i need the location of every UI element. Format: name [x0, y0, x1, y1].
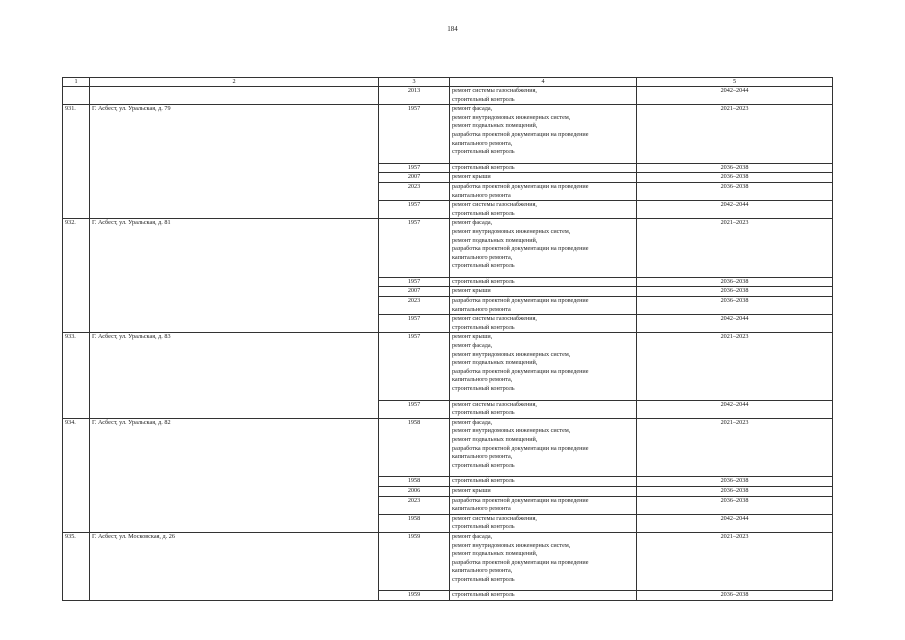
- period-cell: 2036–2038: [637, 496, 833, 514]
- work-description: ремонт системы газоснабжения, строительный контроль: [450, 201, 637, 219]
- year-cell: 1957: [379, 163, 450, 173]
- period-cell: 2042–2044: [637, 514, 833, 532]
- work-description: строительный контроль: [450, 277, 637, 287]
- year-cell: 1958: [379, 477, 450, 487]
- header-col-1: 1: [63, 78, 90, 87]
- period-cell: 2042–2044: [637, 87, 833, 105]
- year-cell: 1959: [379, 591, 450, 601]
- repair-schedule-table: [62, 77, 833, 601]
- work-description: ремонт фасада, ремонт внутридомовых инженерных систем, ремонт подвальных помещений, разработка проектной документации на проведение капитального ремонта, строительный контроль: [450, 418, 637, 477]
- work-description: ремонт системы газоснабжения, строительный контроль: [450, 514, 637, 532]
- period-cell: 2036–2038: [637, 182, 833, 200]
- year-cell: 1957: [379, 201, 450, 219]
- table-row: [63, 418, 833, 477]
- row-number: 933.: [63, 333, 90, 418]
- year-cell: 1957: [379, 333, 450, 400]
- year-cell: 1958: [379, 418, 450, 477]
- period-cell: 2036–2038: [637, 163, 833, 173]
- period-cell: 2021–2023: [637, 219, 833, 278]
- header-col-4: 4: [450, 78, 637, 87]
- period-cell: 2021–2023: [637, 532, 833, 591]
- period-cell: 2021–2023: [637, 105, 833, 164]
- year-cell: 2006: [379, 486, 450, 496]
- page-number: 184: [447, 25, 458, 33]
- work-description: строительный контроль: [450, 591, 637, 601]
- work-description: ремонт системы газоснабжения, строительный контроль: [450, 400, 637, 418]
- work-description: ремонт фасада, ремонт внутридомовых инженерных систем, ремонт подвальных помещений, разработка проектной документации на проведение капитального ремонта, строительный контроль: [450, 532, 637, 591]
- row-number: 934.: [63, 418, 90, 532]
- period-cell: 2021–2023: [637, 333, 833, 400]
- table-header-row: [63, 78, 833, 87]
- work-description: строительный контроль: [450, 163, 637, 173]
- year-cell: 1959: [379, 532, 450, 591]
- period-cell: 2036–2038: [637, 477, 833, 487]
- work-description: ремонт фасада, ремонт внутридомовых инженерных систем, ремонт подвальных помещений, разработка проектной документации на проведение капитального ремонта, строительный контроль: [450, 105, 637, 164]
- work-description: разработка проектной документации на проведение капитального ремонта: [450, 496, 637, 514]
- year-cell: 1957: [379, 400, 450, 418]
- period-cell: 2036–2038: [637, 277, 833, 287]
- year-cell: 2023: [379, 182, 450, 200]
- table-row: [63, 333, 833, 400]
- period-cell: 2036–2038: [637, 486, 833, 496]
- building-address: Г. Асбест, ул. Уральская, д. 83: [90, 333, 379, 418]
- table-row: [63, 87, 833, 105]
- period-cell: 2036–2038: [637, 297, 833, 315]
- year-cell: 1957: [379, 105, 450, 164]
- table-row: [63, 219, 833, 278]
- year-cell: 1957: [379, 315, 450, 333]
- work-description: ремонт крыши, ремонт фасада, ремонт внутридомовых инженерных систем, ремонт подвальных помещений, разработка проектной документации на проведение капитального ремонта, строительный контроль: [450, 333, 637, 400]
- table-row: [63, 105, 833, 164]
- period-cell: 2036–2038: [637, 173, 833, 183]
- period-cell: 2042–2044: [637, 201, 833, 219]
- year-cell: 1957: [379, 219, 450, 278]
- period-cell: 2042–2044: [637, 315, 833, 333]
- table-row: [63, 532, 833, 591]
- table-body: [63, 87, 833, 601]
- work-description: строительный контроль: [450, 477, 637, 487]
- building-address: Г. Асбест, ул. Уральская, д. 79: [90, 105, 379, 219]
- row-number: 931.: [63, 105, 90, 219]
- header-col-2: 2: [90, 78, 379, 87]
- row-number: 935.: [63, 532, 90, 600]
- row-number: [63, 87, 90, 105]
- year-cell: 2013: [379, 87, 450, 105]
- work-description: ремонт системы газоснабжения, строительный контроль: [450, 87, 637, 105]
- row-number: 932.: [63, 219, 90, 333]
- building-address: Г. Асбест, ул. Уральская, д. 81: [90, 219, 379, 333]
- work-description: ремонт крыши: [450, 486, 637, 496]
- period-cell: 2042–2044: [637, 400, 833, 418]
- work-description: ремонт системы газоснабжения, строительный контроль: [450, 315, 637, 333]
- work-description: ремонт фасада, ремонт внутридомовых инженерных систем, ремонт подвальных помещений, разработка проектной документации на проведение капитального ремонта, строительный контроль: [450, 219, 637, 278]
- work-description: разработка проектной документации на проведение капитального ремонта: [450, 297, 637, 315]
- work-description: ремонт крыши: [450, 287, 637, 297]
- period-cell: 2036–2038: [637, 591, 833, 601]
- year-cell: 2023: [379, 496, 450, 514]
- building-address: [90, 87, 379, 105]
- work-description: ремонт крыши: [450, 173, 637, 183]
- year-cell: 2007: [379, 173, 450, 183]
- header-col-3: 3: [379, 78, 450, 87]
- building-address: Г. Асбест, ул. Уральская, д. 82: [90, 418, 379, 532]
- period-cell: 2036–2038: [637, 287, 833, 297]
- year-cell: 1957: [379, 277, 450, 287]
- year-cell: 2007: [379, 287, 450, 297]
- period-cell: 2021–2023: [637, 418, 833, 477]
- header-col-5: 5: [637, 78, 833, 87]
- year-cell: 1958: [379, 514, 450, 532]
- building-address: Г. Асбест, ул. Московская, д. 26: [90, 532, 379, 600]
- year-cell: 2023: [379, 297, 450, 315]
- work-description: разработка проектной документации на проведение капитального ремонта: [450, 182, 637, 200]
